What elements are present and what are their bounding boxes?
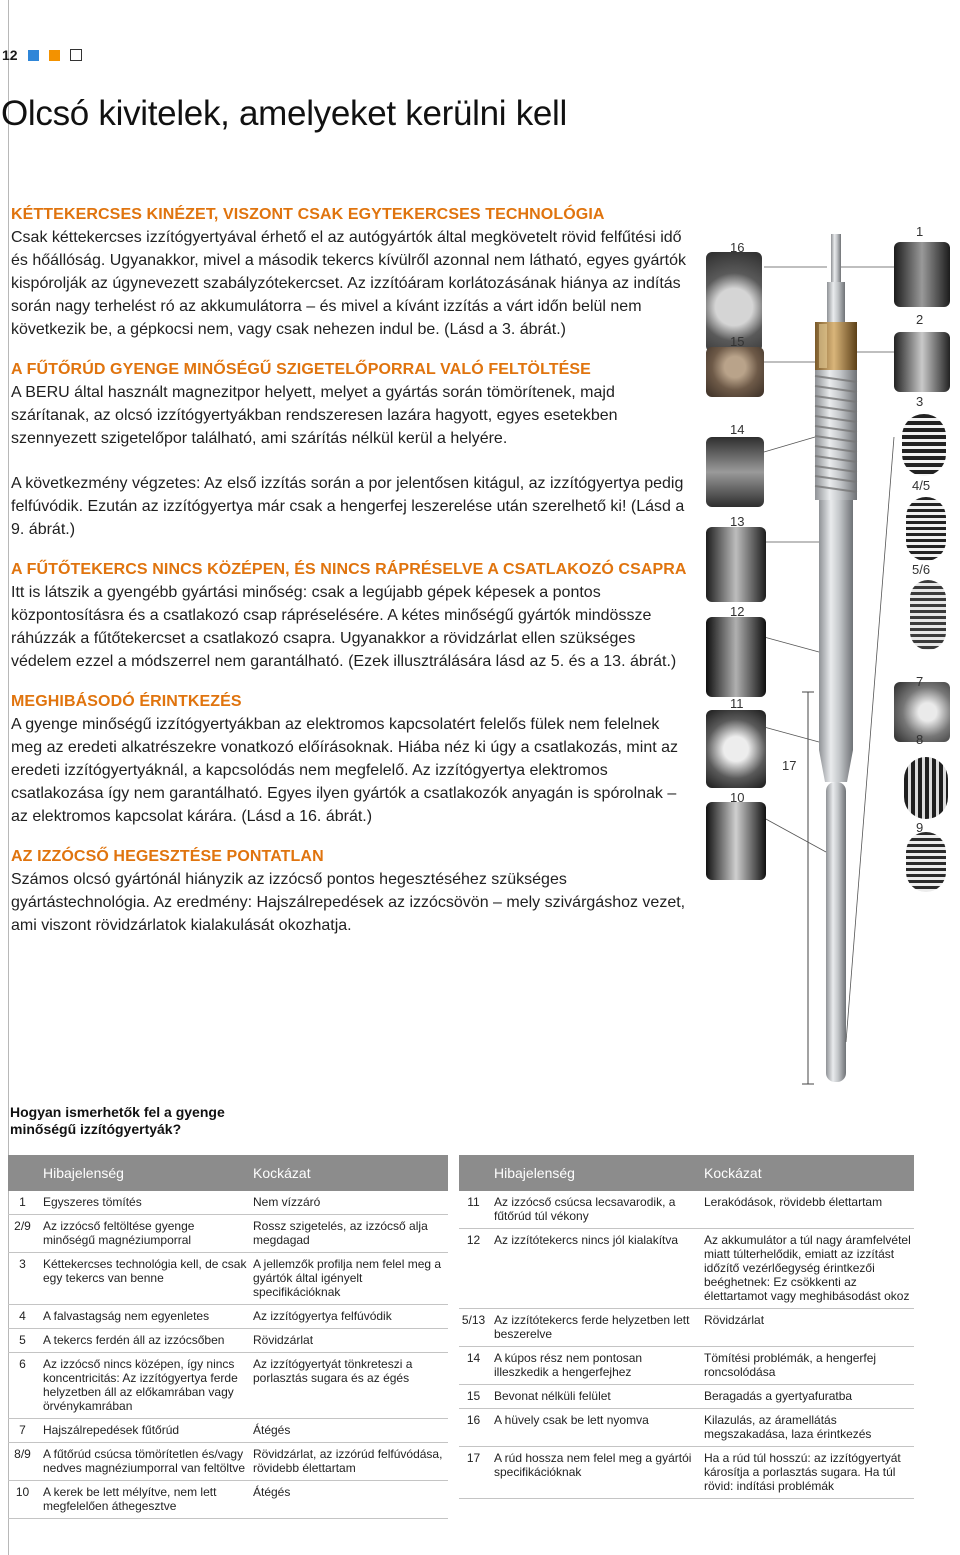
detail-image-5-6 bbox=[910, 580, 946, 650]
section-text: A gyenge minőségű izzítógyertyákban az elektromos kapcsolatért felelős fülek nem felelnek meg az eredeti alkatrészekre vonatkozó előírásoknak. Hiába néz ki úgy a csatlakozás, mint az eredeti izzítógyertyáknál, a kapcsolódás nem megfelelő. Az izzítógyertya elektromos csatlakozása így nem garantálható. Egyes ilyen gyártók a csatlakozók anyagán is spórolnak – az elektromos kapcsolat kárára. (Lásd a 16. ábrát.) bbox=[11, 716, 678, 825]
label-13: 13 bbox=[730, 514, 745, 529]
table-row bbox=[8, 1329, 448, 1353]
row-number: 17 bbox=[459, 1447, 490, 1499]
detail-image-15 bbox=[706, 347, 764, 397]
table-row bbox=[8, 1253, 448, 1305]
label-17: 17 bbox=[782, 758, 797, 773]
table-row bbox=[459, 1309, 914, 1347]
table-row bbox=[8, 1481, 448, 1519]
symptom-table-right bbox=[459, 1155, 914, 1499]
label-5-6: 5/6 bbox=[912, 562, 931, 577]
table-row bbox=[8, 1353, 448, 1419]
label-8: 8 bbox=[916, 732, 924, 747]
row-number: 5 bbox=[8, 1329, 39, 1353]
table-row bbox=[459, 1229, 914, 1309]
table-row bbox=[459, 1191, 914, 1229]
detail-image-10 bbox=[706, 802, 766, 880]
label-11: 11 bbox=[730, 696, 744, 711]
row-symptom: Az izzócső csúcsa lecsavarodik, a fűtőrúd túl vékony bbox=[490, 1191, 700, 1229]
section-double-coil bbox=[11, 204, 687, 341]
blue-square-icon bbox=[28, 50, 39, 61]
section-welding bbox=[11, 846, 687, 937]
table-row bbox=[8, 1305, 448, 1329]
detail-image-14 bbox=[706, 437, 764, 507]
row-symptom: A kúpos rész nem pontosan illeszkedik a hengerfejhez bbox=[490, 1347, 700, 1385]
table-row bbox=[8, 1443, 448, 1481]
detail-image-12 bbox=[706, 617, 766, 697]
page-margin-line bbox=[0, 0, 8, 1555]
table-row bbox=[459, 1347, 914, 1385]
row-risk: Az izzítógyertya felfúvódik bbox=[249, 1305, 448, 1329]
row-risk: Kilazulás, az áramellátás megszakadása, laza érintkezés bbox=[700, 1409, 914, 1447]
detail-image-2 bbox=[894, 332, 950, 392]
header-risk: Kockázat bbox=[249, 1155, 448, 1191]
header-risk: Kockázat bbox=[700, 1155, 914, 1191]
section-heading: MEGHIBÁSODÓ ÉRINTKEZÉS bbox=[11, 693, 242, 710]
header-number-cell bbox=[459, 1155, 490, 1191]
symptom-table-left bbox=[8, 1155, 448, 1519]
row-risk: Az izzítógyertyát tönkreteszi a porlasztás sugara és az égés bbox=[249, 1353, 448, 1419]
detail-image-1 bbox=[894, 242, 950, 307]
row-risk: Ha a rúd túl hosszú: az izzítógyertyát károsítja a porlasztás sugara. Ha túl rövid: indítási problémák bbox=[700, 1447, 914, 1499]
label-16: 16 bbox=[730, 240, 745, 255]
row-number: 3 bbox=[8, 1253, 39, 1305]
label-1: 1 bbox=[916, 224, 924, 239]
row-risk: Rövidzárlat bbox=[700, 1309, 914, 1347]
row-risk: Nem vízzáró bbox=[249, 1191, 448, 1215]
label-14: 14 bbox=[730, 422, 745, 437]
page-number: 12 bbox=[2, 47, 18, 63]
row-symptom: Hajszálrepedések fűtőrúd bbox=[39, 1419, 249, 1443]
empty-square-icon bbox=[70, 49, 82, 61]
label-12: 12 bbox=[730, 604, 745, 619]
header-symptom: Hibajelenség bbox=[39, 1155, 249, 1191]
row-number: 5/13 bbox=[459, 1309, 490, 1347]
row-number: 7 bbox=[8, 1419, 39, 1443]
row-symptom: Az izzócső nincs középen, így nincs koncentricitás: Az izzítógyertya ferde helyzetben áll az előkamrában vagy örvénykamrában bbox=[39, 1353, 249, 1419]
label-15: 15 bbox=[730, 334, 745, 349]
header-number-cell bbox=[8, 1155, 39, 1191]
row-symptom: A hüvely csak be lett nyomva bbox=[490, 1409, 700, 1447]
row-number: 6 bbox=[8, 1353, 39, 1419]
section-text: Számos olcsó gyártónál hiányzik az izzócső pontos hegesztéséhez szükséges gyártástechnológia. Az eredmény: Hajszálrepedések az izzócsövön – mely szivárgáshoz vezet, ami viszont rövidzárlatok kialakulását okozhatja. bbox=[11, 871, 686, 934]
section-faulty-contact bbox=[11, 691, 687, 828]
row-symptom: A fűtőrúd csúcsa tömörítetlen és/vagy nedves magnéziumporral van feltöltve bbox=[39, 1443, 249, 1481]
table-header-row bbox=[8, 1155, 448, 1191]
label-9: 9 bbox=[916, 820, 924, 835]
row-symptom: A falvastagság nem egyenletes bbox=[39, 1305, 249, 1329]
row-risk: Beragadás a gyertyafuratba bbox=[700, 1385, 914, 1409]
glow-plug-diagram bbox=[694, 222, 960, 1102]
detail-image-8 bbox=[904, 757, 948, 819]
question-heading: Hogyan ismerhetők fel a gyenge minőségű izzítógyertyák? bbox=[10, 1104, 225, 1137]
table-row bbox=[459, 1385, 914, 1409]
section-text: Csak kéttekercses izzítógyertyával érhető el az autógyártók által megkövetelt rövid felfűtési idő és hőállóság. Ugyanakkor, mivel a második tekercs kívülről azonnal nem látható, egyes gyártók kispórolják az úgynevezett szabályzótekercset. Az izzítóáram korlátozásának hiánya az indítás során nagy terhelést ró az akkumulátorra – és mivel a kívánt izzítás a várt időn belül nem következik be, a gépkocsi nem, vagy csak nehezen indul be. (Lásd a 3. ábrát.) bbox=[11, 229, 687, 338]
row-risk: Lerakódások, rövidebb élettartam bbox=[700, 1191, 914, 1229]
row-risk: Rövidzárlat, az izzórúd felfúvódása, rövidebb élettartam bbox=[249, 1443, 448, 1481]
row-number: 2/9 bbox=[8, 1215, 39, 1253]
section-heading: KÉTTEKERCSES KINÉZET, VISZONT CSAK EGYTEKERCSES TECHNOLÓGIA bbox=[11, 206, 605, 223]
row-symptom: Az izzócső feltöltése gyenge minőségű magnéziumporral bbox=[39, 1215, 249, 1253]
article-body bbox=[11, 204, 687, 955]
section-text-2: A következmény végzetes: Az első izzítás során a por jelentősen kitágul, az izzítógyertya pedig felfúvódik. Ezután az izzítógyertya már csak a hengerfej leszerelése után szerelhető ki! (Lásd a 9. ábrát.) bbox=[11, 475, 685, 538]
page-header bbox=[0, 44, 82, 66]
row-symptom: A tekercs ferdén áll az izzócsőben bbox=[39, 1329, 249, 1353]
page-title: Olcsó kivitelek, amelyeket kerülni kell bbox=[1, 94, 568, 133]
section-coil-centering bbox=[11, 559, 687, 673]
row-risk: Tömítési problémák, a hengerfej roncsolódása bbox=[700, 1347, 914, 1385]
table-header-row bbox=[459, 1155, 914, 1191]
row-symptom: A rúd hossza nem felel meg a gyártói specifikációknak bbox=[490, 1447, 700, 1499]
section-text: Itt is látszik a gyengébb gyártási minőség: csak a legújabb gépek képesek a pontos központosításra és a csatlakozó csap rápréselésére. A kétes minőségű gyártók mindössze ráhúzzák a fűtőtekercset a csatlakozó csapra. Ugyanakkor a rövidzárlat ellen szükséges védelem ezzel a módszerrel nem garantálható. (Ezek illusztrálására lásd az 5. és a 13. ábrát.) bbox=[11, 584, 677, 670]
row-symptom: A kerek be lett mélyítve, nem lett megfelelően áthegesztve bbox=[39, 1481, 249, 1519]
table-row bbox=[459, 1447, 914, 1499]
detail-image-3 bbox=[902, 414, 946, 476]
row-number: 16 bbox=[459, 1409, 490, 1447]
row-number: 4 bbox=[8, 1305, 39, 1329]
label-7: 7 bbox=[916, 674, 924, 689]
label-10: 10 bbox=[730, 790, 745, 805]
table-row bbox=[8, 1191, 448, 1215]
row-risk: Rossz szigetelés, az izzócső alja megdagad bbox=[249, 1215, 448, 1253]
row-number: 11 bbox=[459, 1191, 490, 1229]
section-heading: A FŰTŐRÚD GYENGE MINŐSÉGŰ SZIGETELŐPORRAL VALÓ FELTÖLTÉSE bbox=[11, 361, 591, 378]
row-number: 10 bbox=[8, 1481, 39, 1519]
row-symptom: Az izzítótekercs ferde helyzetben lett beszerelve bbox=[490, 1309, 700, 1347]
section-heading: AZ IZZÓCSŐ HEGESZTÉSE PONTATLAN bbox=[11, 848, 324, 865]
row-risk: A jellemzők profilja nem felel meg a gyártók által igényelt specifikációknak bbox=[249, 1253, 448, 1305]
row-number: 1 bbox=[8, 1191, 39, 1215]
section-heading: A FŰTŐTEKERCS NINCS KÖZÉPEN, ÉS NINCS RÁPRÉSELVE A CSATLAKOZÓ CSAPRA bbox=[11, 561, 687, 578]
row-risk: Átégés bbox=[249, 1481, 448, 1519]
section-text: A BERU által használt magnezitpor helyett, melyet a gyártás során tömörítenek, majd szárítanak, az olcsó izzítógyertyákban rendszeresen lazára hagyott, egyes esetekben szennyezett szigetelőpor található, ami szárítás nélkül kerül a helyére. bbox=[11, 384, 618, 447]
row-number: 12 bbox=[459, 1229, 490, 1309]
row-symptom: Egyszeres tömítés bbox=[39, 1191, 249, 1215]
header-symptom: Hibajelenség bbox=[490, 1155, 700, 1191]
table-row bbox=[8, 1215, 448, 1253]
detail-image-4-5 bbox=[906, 497, 946, 561]
orange-square-icon bbox=[49, 50, 60, 61]
row-number: 8/9 bbox=[8, 1443, 39, 1481]
row-risk: Az akkumulátor a túl nagy áramfelvétel miatt túlterhelődik, emiatt az izzítást időzítő vezérlőegység érintkezői beéghetnek: Ez csökkenti az élettartamot vagy meghibásodást okoz bbox=[700, 1229, 914, 1309]
row-risk: Rövidzárlat bbox=[249, 1329, 448, 1353]
section-insulation-powder bbox=[11, 359, 687, 541]
detail-image-11 bbox=[706, 710, 766, 788]
row-risk: Átégés bbox=[249, 1419, 448, 1443]
row-number: 14 bbox=[459, 1347, 490, 1385]
detail-image-13 bbox=[706, 527, 766, 602]
label-4-5: 4/5 bbox=[912, 478, 931, 493]
table-row bbox=[8, 1419, 448, 1443]
label-3: 3 bbox=[916, 394, 924, 409]
detail-image-9 bbox=[906, 832, 946, 892]
row-symptom: Az izzítótekercs nincs jól kialakítva bbox=[490, 1229, 700, 1309]
row-symptom: Bevonat nélküli felület bbox=[490, 1385, 700, 1409]
label-2: 2 bbox=[916, 312, 924, 327]
row-number: 15 bbox=[459, 1385, 490, 1409]
row-symptom: Kéttekercses technológia kell, de csak egy tekercs van benne bbox=[39, 1253, 249, 1305]
table-row bbox=[459, 1409, 914, 1447]
